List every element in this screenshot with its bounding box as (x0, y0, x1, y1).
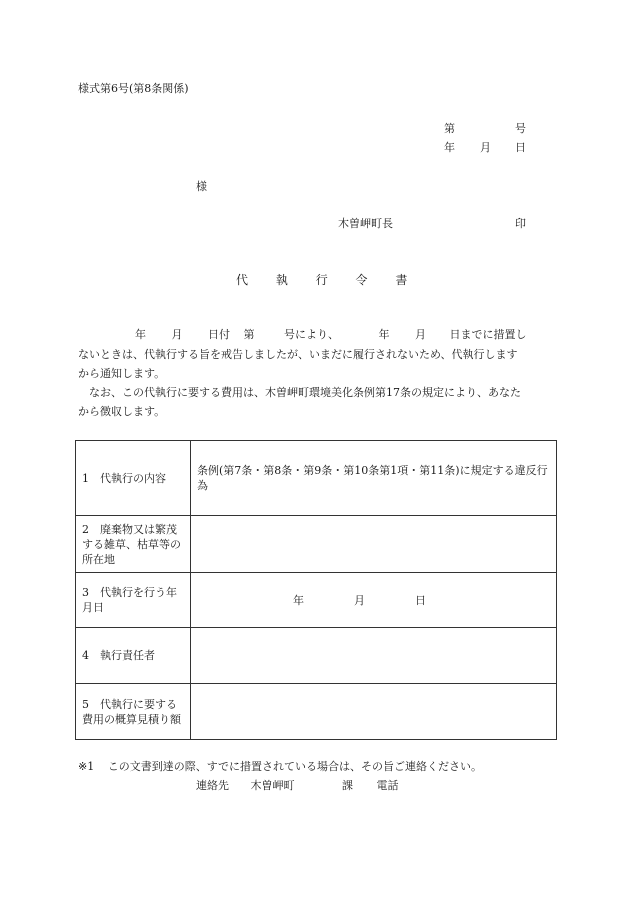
title-char: 行 (315, 273, 328, 287)
date-year: 年 (444, 141, 455, 154)
form-number: 様式第6号(第8条関係) (78, 82, 189, 95)
row-value-date: 年 月 日 (191, 573, 557, 628)
contact-label: 連絡先 (196, 779, 229, 792)
row-value (191, 516, 557, 573)
footer-note (78, 760, 482, 774)
body-line-2: ないときは、代執行する旨を戒告しましたが、いまだに履行されないため、代執行します (78, 348, 518, 361)
note-text: この文書到達の際、すでに措置されている場合は、その旨ご連絡ください。 (107, 760, 483, 773)
doc-number-go: 号 (515, 122, 526, 135)
table-row (76, 573, 557, 628)
body-line-4: なお、この代執行に要する費用は、木曽岬町環境美化条例第17条の規定により、あなた (89, 386, 521, 399)
body-line-3: から通知します。 (78, 367, 166, 380)
contact-ka: 課 (342, 779, 353, 792)
details-table (75, 440, 557, 740)
row-value: 条例(第7条・第8条・第9条・第10条第1項・第11条)に規定する違反行為 (191, 441, 557, 516)
doc-number-dai: 第 (444, 122, 455, 135)
row-value (191, 628, 557, 684)
table-row (76, 441, 557, 516)
title-char: 書 (395, 273, 408, 287)
seal-mark: 印 (515, 217, 526, 230)
row-label: 1 代執行の内容 (76, 441, 191, 516)
title-char: 令 (355, 273, 368, 287)
body-line-1: 年 月 日付 第 号により、 年 月 日までに措置し (135, 328, 527, 341)
table-row (76, 516, 557, 573)
title-char: 執 (275, 273, 288, 287)
row-label: 2 廃棄物又は繁茂する雑草、枯草等の所在地 (76, 516, 191, 573)
row-value (191, 684, 557, 740)
contact-line (196, 779, 399, 793)
contact-phone: 電話 (376, 779, 399, 792)
date-month: 月 (480, 141, 491, 154)
title-char: 代 (236, 273, 249, 287)
document-title (236, 273, 407, 287)
note-mark: ※1 (78, 760, 95, 773)
table-row (76, 628, 557, 684)
row-label: 4 執行責任者 (76, 628, 191, 684)
issuer-mayor: 木曽岬町長 (338, 217, 393, 230)
row-label: 3 代執行を行う年月日 (76, 573, 191, 628)
table-row (76, 684, 557, 740)
date-day: 日 (515, 141, 526, 154)
body-line-5: から徴収します。 (78, 405, 166, 418)
addressee-sama: 様 (196, 180, 207, 193)
row-label: 5 代執行に要する費用の概算見積り額 (76, 684, 191, 740)
contact-town: 木曽岬町 (250, 779, 295, 792)
